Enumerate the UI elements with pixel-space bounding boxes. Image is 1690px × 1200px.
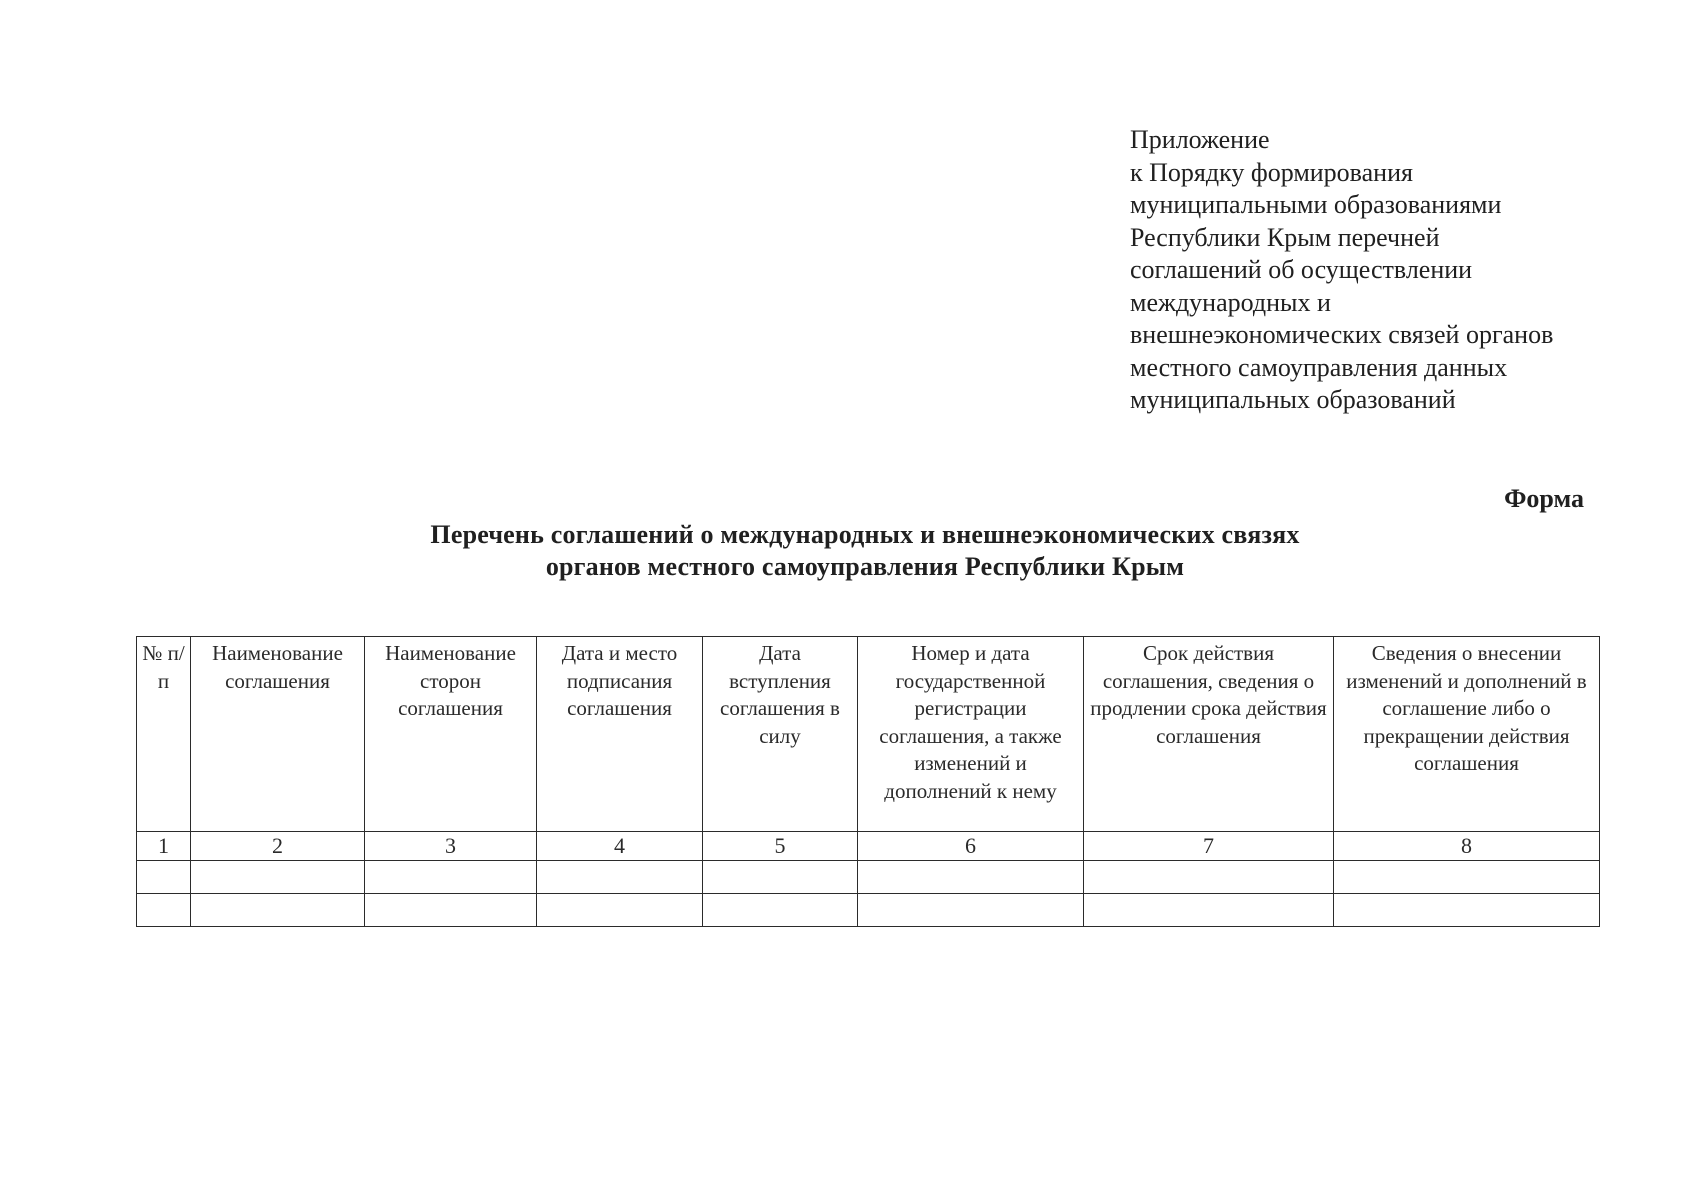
header-cell-parties: Наименование сторон соглашения xyxy=(365,637,537,832)
column-number-cell: 1 xyxy=(137,832,191,861)
appendix-line: соглашений об осуществлении xyxy=(1130,255,1473,284)
appendix-line: Приложение xyxy=(1130,125,1270,154)
empty-cell xyxy=(1084,894,1334,927)
appendix-line: Республики Крым перечней xyxy=(1130,222,1440,252)
column-number-cell: 3 xyxy=(365,832,537,861)
empty-cell xyxy=(191,861,365,894)
column-number-cell: 7 xyxy=(1084,832,1334,861)
empty-cell xyxy=(365,861,537,894)
empty-cell xyxy=(191,894,365,927)
empty-cell xyxy=(858,861,1084,894)
column-number-cell: 8 xyxy=(1334,832,1600,861)
empty-cell xyxy=(537,894,703,927)
appendix-line: муниципальных образований xyxy=(1130,385,1456,414)
form-label: Форма xyxy=(1504,484,1584,513)
column-number-cell: 2 xyxy=(191,832,365,861)
header-cell-term: Срок действия соглашения, сведения о продлении срока действия соглашения xyxy=(1084,637,1334,832)
column-number-row xyxy=(137,832,1600,861)
header-cell-amendments: Сведения о внесении изменений и дополнений в соглашение либо о прекращении действия соглашения xyxy=(1334,637,1600,832)
column-number-cell: 6 xyxy=(858,832,1084,861)
header-cell-effective-date: Дата вступления соглашения в силу xyxy=(703,637,858,832)
header-cell-agreement-name: Наименование соглашения xyxy=(191,637,365,832)
empty-cell xyxy=(137,894,191,927)
appendix-line: международных и xyxy=(1130,287,1331,317)
empty-cell xyxy=(137,861,191,894)
column-number-cell: 4 xyxy=(537,832,703,861)
column-number-cell: 5 xyxy=(703,832,858,861)
table-row xyxy=(137,894,1600,927)
appendix-line: к Порядку формирования xyxy=(1130,157,1413,187)
empty-cell xyxy=(365,894,537,927)
agreements-table xyxy=(136,636,1600,927)
table-row xyxy=(137,861,1600,894)
appendix-line: внешнеэкономических связей органов xyxy=(1130,320,1554,349)
empty-cell xyxy=(703,861,858,894)
appendix-block xyxy=(1130,124,1630,417)
empty-cell xyxy=(703,894,858,927)
table-header-row xyxy=(137,637,1600,832)
appendix-line: местного самоуправления данных xyxy=(1130,352,1508,382)
header-cell-registration: Номер и дата государственной регистрации соглашения, а также изменений и дополнений к нему xyxy=(858,637,1084,832)
empty-cell xyxy=(1334,861,1600,894)
header-cell-number: № п/п xyxy=(137,637,191,832)
document-title-line-1: Перечень соглашений о международных и внешнеэкономических связях xyxy=(430,520,1300,549)
empty-cell xyxy=(537,861,703,894)
appendix-line: муниципальными образованиями xyxy=(1130,190,1502,219)
empty-cell xyxy=(858,894,1084,927)
document-title xyxy=(130,519,1600,583)
document-title-line-2: органов местного самоуправления Республики Крым xyxy=(545,552,1185,581)
header-cell-signing-date-place: Дата и место подписания соглашения xyxy=(537,637,703,832)
empty-cell xyxy=(1334,894,1600,927)
empty-cell xyxy=(1084,861,1334,894)
